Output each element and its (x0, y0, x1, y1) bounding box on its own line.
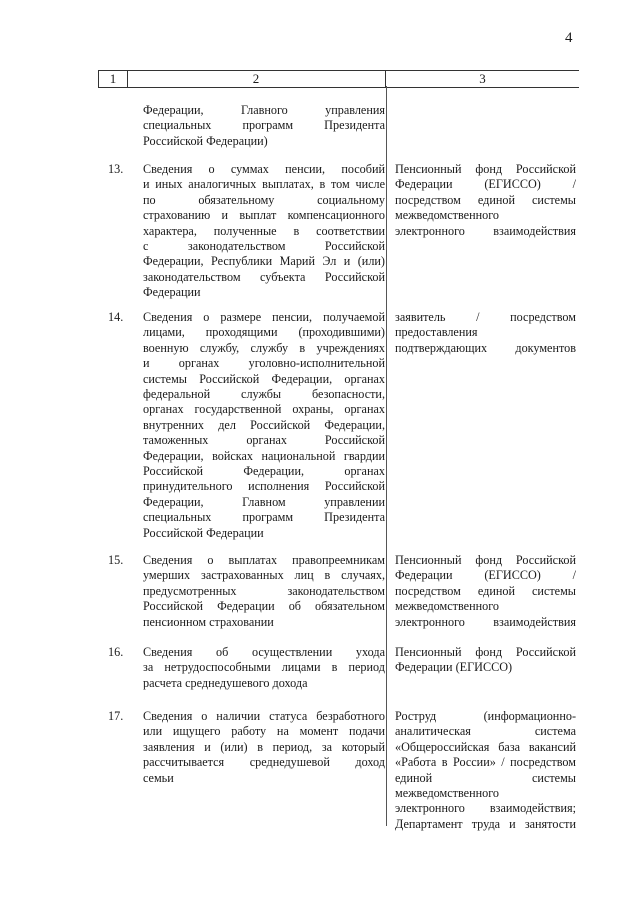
header-col-3: 3 (479, 71, 486, 86)
column-divider (386, 86, 387, 826)
row-number: 16. (108, 645, 124, 659)
row-source (395, 310, 576, 356)
text-line: страхованию и выплат компенсационного (143, 208, 385, 223)
text-line: Пенсионный фонд Российской (395, 645, 576, 659)
text-line: Пенсионный фонд Российской (395, 162, 576, 176)
text-line: за нетрудоспособными лицами в период (143, 660, 385, 675)
text-line: умерших застрахованных лиц в случаях, (143, 568, 385, 583)
text-line: межведомственного (395, 599, 500, 614)
row-number: 15. (108, 553, 124, 567)
text-line: Федерации, войсках национальной гвардии (143, 448, 385, 463)
text-line: специальных программ Президента (143, 510, 385, 525)
text-line: органах государственной охраны, органах (143, 402, 385, 417)
text-line: посредством единой системы (395, 583, 576, 598)
text-line: межведомственного (395, 208, 500, 223)
text-line: предусмотренных законодательством (143, 583, 385, 598)
row-number: 13. (108, 162, 124, 176)
text-line: подтверждающих документов (395, 340, 576, 355)
text-line: Российской Федерации (143, 525, 264, 540)
text-line: системы Российской Федерации, органах (143, 371, 385, 386)
header-col-2: 2 (127, 71, 386, 87)
text-line: Федерации (ЕГИССО) (395, 660, 513, 675)
row-description (143, 645, 385, 691)
text-line: Департамент труда и занятости (395, 816, 576, 831)
text-line: заявитель / посредством (395, 310, 576, 324)
text-line: посредством единой системы (395, 192, 576, 207)
text-line: принудительного исполнения Российской (143, 479, 385, 494)
header-col-1: 1 (98, 71, 128, 87)
text-line: электронного взаимодействия; (395, 801, 576, 816)
text-line: электронного взаимодействия (395, 614, 576, 629)
text-line: Российской Федерации, органах (143, 464, 385, 479)
text-line: межведомственного (395, 786, 500, 801)
text-line: «Работа в России» / посредством (395, 755, 576, 770)
text-line: и органах уголовно-исполнительной (143, 356, 385, 371)
text-line: лицами, проходящими (проходившими) (143, 325, 385, 340)
row-description (143, 709, 385, 786)
continuation-text (143, 103, 385, 149)
text-line: Российской Федерации) (143, 133, 268, 148)
text-line: специальных программ Президента (143, 118, 385, 133)
text-line: Сведения об осуществлении ухода (143, 645, 385, 659)
text-line: с законодательством Российской (143, 239, 385, 254)
text-line: «Общероссийская база вакансий (395, 739, 576, 754)
text-line: военную службу, службу в учреждениях (143, 340, 385, 355)
text-line: Федерации (ЕГИССО) / (395, 568, 576, 583)
text-line: Российской Федерации об обязательном (143, 599, 385, 614)
text-line: Сведения о наличии статуса безработного (143, 709, 385, 723)
text-line: Сведения о размере пенсии, получаемой (143, 310, 385, 324)
text-line: предоставления (395, 325, 478, 340)
row-source (395, 553, 576, 630)
text-line: внутренних дел Российской Федерации, (143, 417, 385, 432)
text-line: Федерации (143, 285, 201, 300)
text-line: законодательством субъекта Российской (143, 269, 385, 284)
page-number: 4 (565, 30, 573, 46)
text-line: Пенсионный фонд Российской (395, 553, 576, 567)
text-line: Роструд (информационно- (395, 709, 576, 723)
row-description (143, 553, 385, 630)
text-line: заявления и (или) в период, за который (143, 739, 385, 754)
text-line: Сведения о суммах пенсии, пособий (143, 162, 385, 176)
row-source (395, 645, 576, 676)
row-number: 14. (108, 310, 124, 324)
text-line: электронного взаимодействия (395, 223, 576, 238)
text-line: характера, полученные в соответствии (143, 223, 385, 238)
text-line: Федерации, Республики Марий Эл и (или) (143, 254, 385, 269)
text-line: Федерации, Главного управления (143, 103, 385, 117)
text-line: и иных аналогичных выплатах, в том числе (143, 177, 385, 192)
text-line: Сведения о выплатах правопреемникам (143, 553, 385, 567)
text-line: федеральной службы безопасности, (143, 387, 385, 402)
row-source (395, 709, 576, 832)
text-line: семьи (143, 770, 174, 785)
text-line: пенсионном страховании (143, 614, 274, 629)
text-line: или ищущего работу на момент подачи (143, 724, 385, 739)
row-number: 17. (108, 709, 124, 723)
text-line: рассчитывается среднедушевой доход (143, 755, 385, 770)
row-description (143, 310, 385, 541)
text-line: единой системы (395, 770, 576, 785)
text-line: таможенных органах Российской (143, 433, 385, 448)
text-line: Федерации, Главном управлении (143, 494, 385, 509)
text-line: по обязательному социальному (143, 192, 385, 207)
text-line: аналитическая система (395, 724, 576, 739)
row-description (143, 162, 385, 301)
row-source (395, 162, 576, 239)
table-header (98, 70, 579, 88)
text-line: Федерации (ЕГИССО) / (395, 177, 576, 192)
text-line: расчета среднедушевого дохода (143, 675, 308, 690)
